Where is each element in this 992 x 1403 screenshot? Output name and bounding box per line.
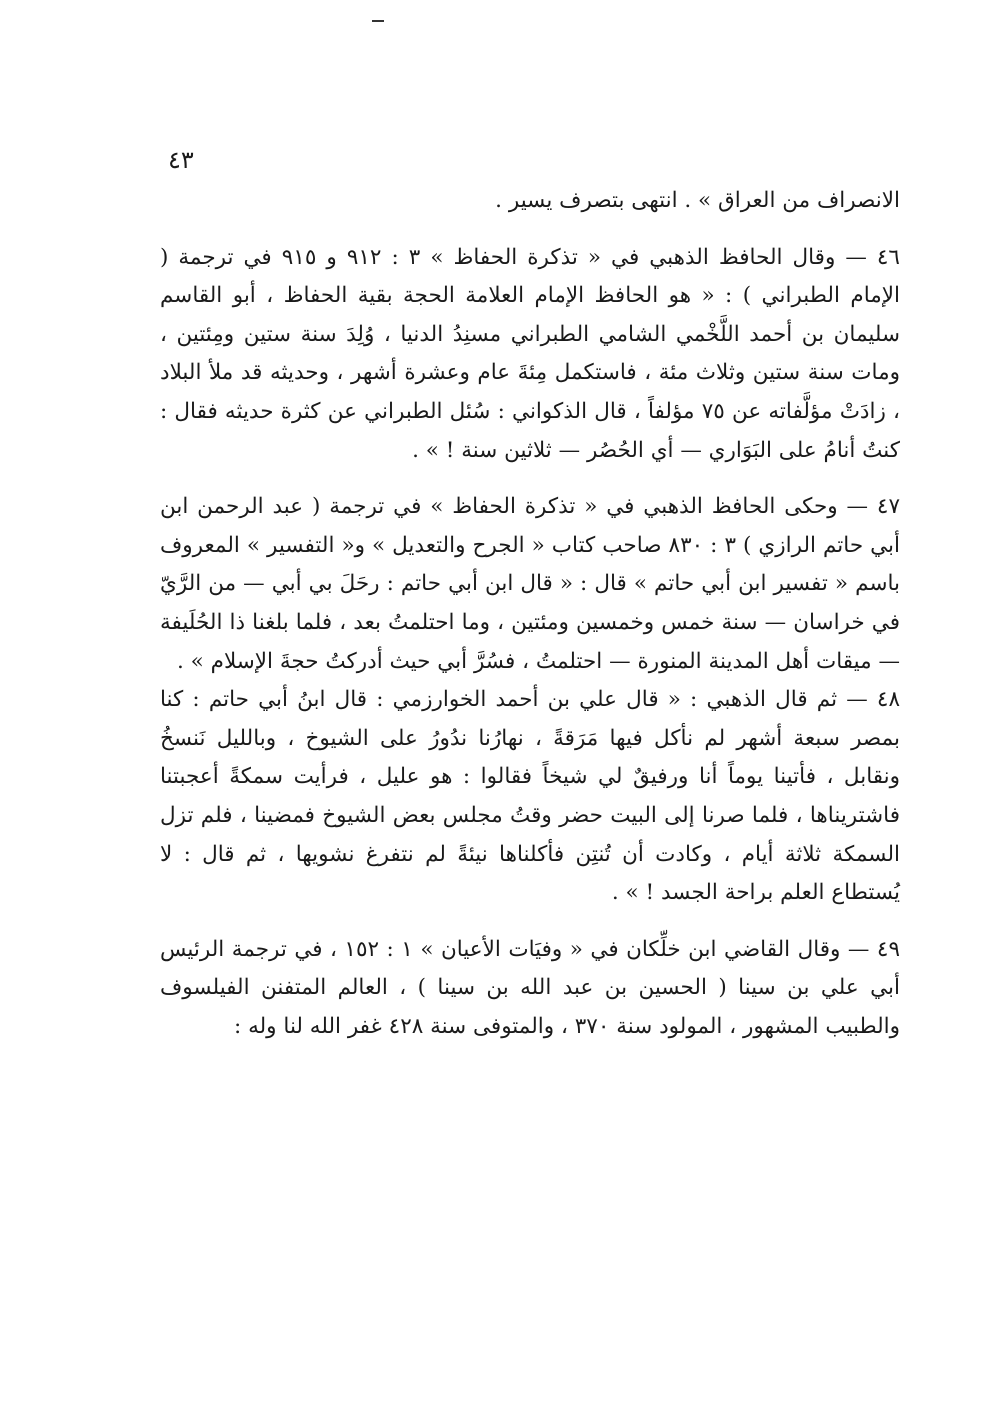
paragraph-48: ٤٨ — ثم قال الذهبي : « قال علي بن أحمد الخوارزمي : قال ابنُ أبي حاتم : كنا بمصر سبعة أشهر لم نأكل فيها مَرَقةً ، نهارُنا ندُورُ على الشيوخ ، وبالليل نَنسخُ ونقابل ، فأتينا يوماً أنا ورفيقٌ لي شيخاً فقالوا : هو عليل ، فرأيت سمكةً أعجبتنا فاشتريناها ، فلما صرنا إلى البيت حضر وقتُ مجلس بعض الشيوخ فمضينا ، فلم تزل السمكة ثلاثة أيام ، وكادت أن تُنتِن فأكلناها نيئةً لم نتفرغ نشويها ، ثم قال : لا يُستطاع العلم براحة الجسد ! » .	[160, 687, 900, 906]
paragraph-47: ٤٧ — وحكى الحافظ الذهبي في « تذكرة الحفاظ » في ترجمة ( عبد الرحمن ابن أبي حاتم الرازي ) ٣ : ٨٣٠ صاحب كتاب « الجرح والتعديل » و« التفسير » المعروف باسم « تفسير ابن أبي حاتم » قال : « قال ابن أبي حاتم : رحَلَ بي أبي — من الرَّيّ في خراسان — سنة خمس وخمسين ومئتين ، وما احتلمتُ بعد ، فلما بلغنا ذا الحُلَيفة — ميقات أهل المدينة المنورة — احتلمتُ ، فسُرَّ أبي حيث أدركتُ حجةَ الإسلام » .	[160, 494, 900, 674]
paragraph-46: ٤٦ — وقال الحافظ الذهبي في « تذكرة الحفاظ » ٣ : ٩١٢ و ٩١٥ في ترجمة ( الإمام الطبراني ) : « هو الحافظ الإمام العلامة الحجة بقية الحفاظ ، أبو القاسم سليمان بن أحمد اللَّخْمي الشامي الطبراني مسنِدُ الدنيا ، وُلِدَ سنة ستين ومِئتين ، ومات سنة ستين وثلاث مئة ، فاستكمل مِئةَ عام وعشرة أشهر ، وحديثه قد ملأ البلاد ، زادَتْ مؤلَّفاته عن ٧٥ مؤلفاً ، قال الذكواني : سُئل الطبراني عن كثرة حديثه فقال : كنتُ أنامُ على البَوَاري — أي الحُصُر — ثلاثين سنة ! » .	[160, 244, 900, 463]
body-text	[160, 182, 900, 1046]
top-mark	[372, 20, 384, 22]
page-number: ٤٣	[168, 146, 194, 174]
paragraph-continuation: الانصراف من العراق » . انتهى بتصرف يسير .	[495, 188, 900, 213]
paragraph-49: ٤٩ — وقال القاضي ابن خلِّكان في « وفيَات الأعيان » ١ : ١٥٢ ، في ترجمة الرئيس أبي علي بن سينا ( الحسين بن عبد الله بن سينا ) ، العالم المتفنن الفيلسوف والطبيب المشهور ، المولود سنة ٣٧٠ ، والمتوفى سنة ٤٢٨ غفر الله لنا وله :	[160, 936, 900, 1039]
